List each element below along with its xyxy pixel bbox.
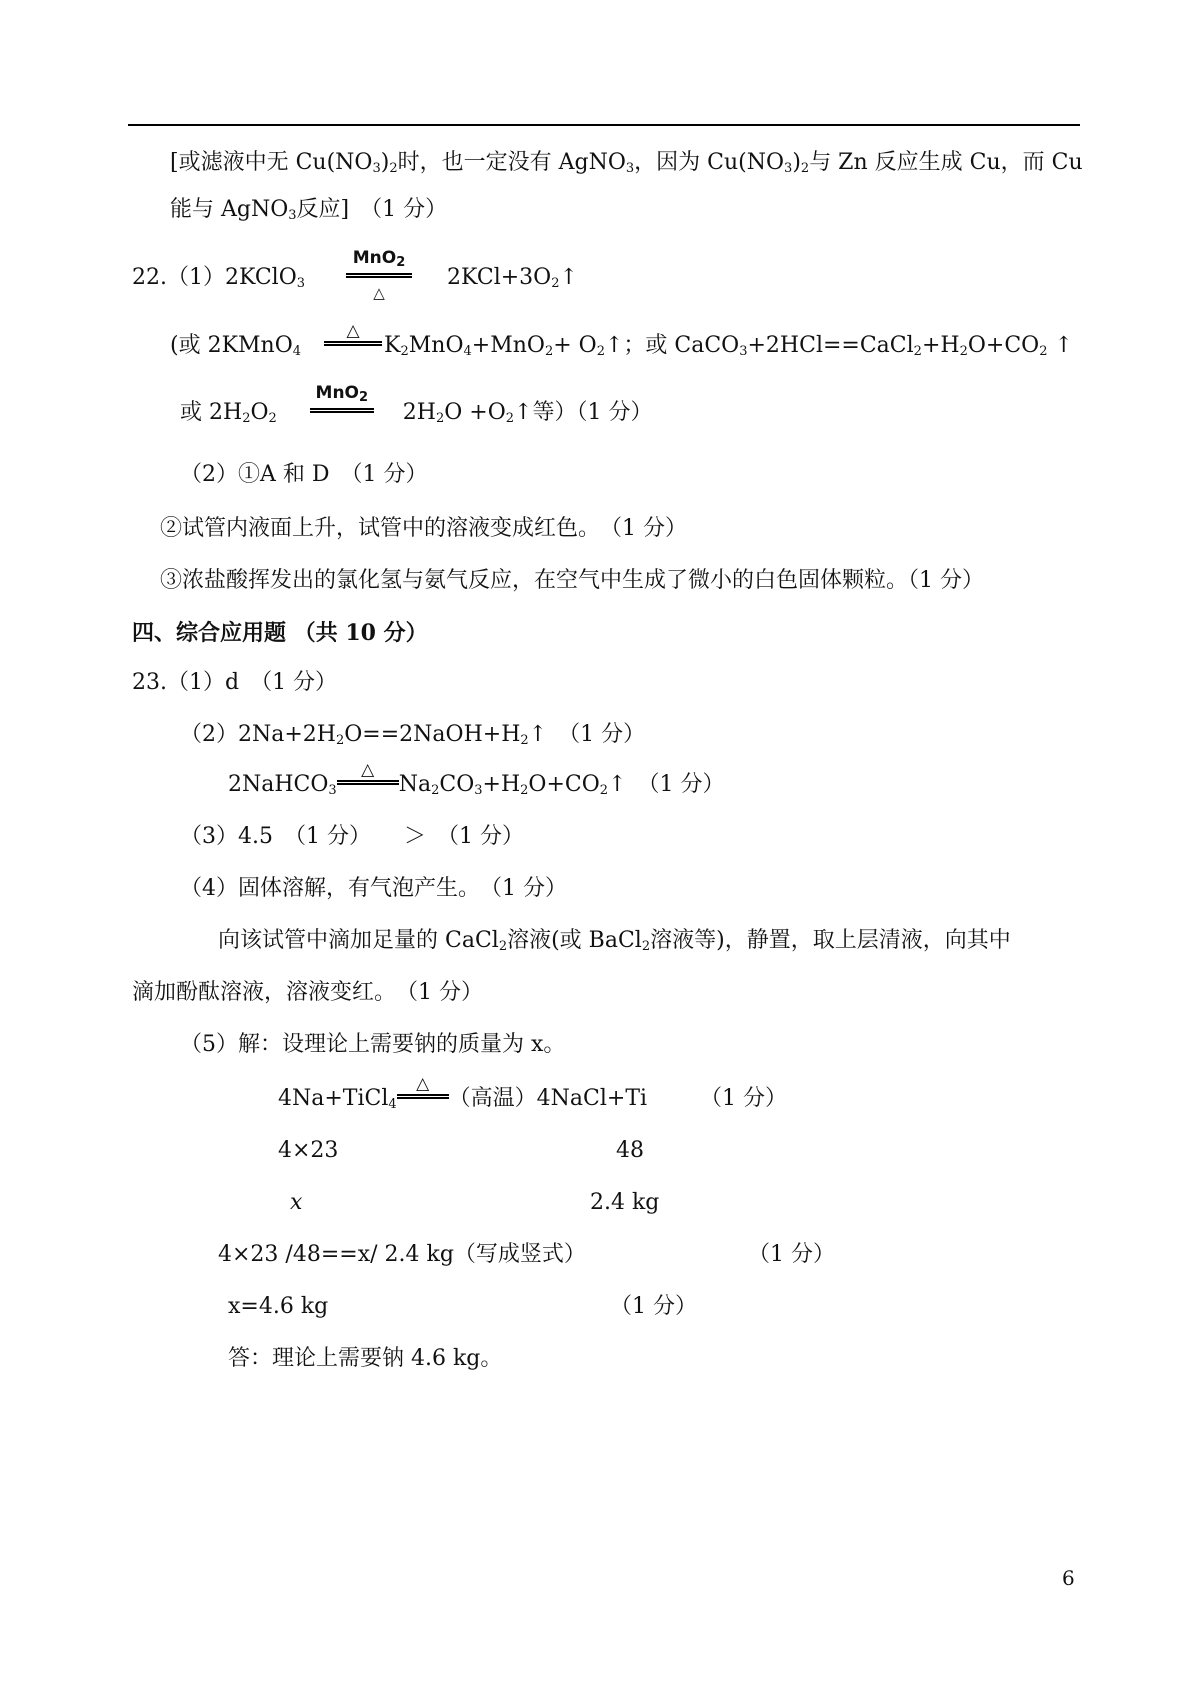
proportion: 4×23 /48==x/ 2.4 kg（写成竖式） [218,1242,586,1267]
q23-part-2a: $(2)2Na+2H_2O==2NaOH+H_2↑$ （1 分） [180,722,646,748]
q23-part-3: （3）4.5 （1 分） ＞ （1 分） [180,824,524,849]
header-rule [128,124,1080,126]
q22-part-2c: ③浓盐酸挥发出的氯化氢与氨气反应，在空气中生成了微小的白色固体颗粒。（1 分） [160,568,984,593]
given-mass: 2.4 kg [590,1190,660,1215]
q22-part-2b: ②试管内液面上升，试管中的溶液变成红色。 （1 分） [160,516,687,541]
ratio-right: 48 [616,1138,644,1163]
text-line-2: 能与 AgNO$_3$反应] （1 分） [170,197,448,223]
q23-part-4b: 向该试管中滴加足量的 CaCl$_2$溶液(或 BaCl$_2$溶液等)，静置，取上层清液，向其中 [218,928,1011,954]
q22-line-1: 22.（1）2KClO$_3$ MnO$_2$ △ $2KCl+3O_2↑$ [132,248,578,302]
q22-line-2: (或 2KMnO$_4$ △ $K_2MnO_4+MnO_2+$ $O_2↑$；或 $CaCO_3+2HCl==CaCl_2+H_2O+CO_2$ ↑ [170,321,1073,359]
reaction-condition: △ [397,1084,449,1114]
q23-part-2b: 2NaHCO$_3$ △ $Na_2CO_3+H_2O+CO_2↑$ （1 分） [228,760,725,798]
result: x=4.6 kg [228,1294,329,1319]
q22-line-3: 或 $2H_2O_2$ MnO$_2$ $2H_2O$ $+O_2↑$等）（1 分） [180,383,653,426]
reaction-condition: MnO$_2$ [310,398,374,428]
q23-part-1: 23.（1）d （1 分） [132,670,338,695]
answer: 答：理论上需要钠 4.6 kg。 [228,1346,503,1371]
q23-equation: 4Na+TiCl$_4$ △ （高温）4NaCl+Ti [278,1074,648,1112]
page-number: 6 [1062,1566,1075,1590]
score: （1 分） [748,1242,835,1267]
reaction-condition: △ [324,331,382,361]
q23-part-4: （4）固体溶解，有气泡产生。 （1 分） [180,876,567,901]
text-line-1: [或滤液中无 $Cu(NO_3)_2$时，也一定没有 AgNO$_3$，因为 $Cu(NO_3)_2$与 Zn 反应生成 Cu，而 Cu [170,150,1083,176]
score: （1 分） [700,1086,787,1111]
score: （1 分） [610,1294,697,1319]
q23-part-5: （5）解：设理论上需要钠的质量为 x。 [180,1032,566,1057]
q22-part-2: （2）①A 和 D （1 分） [180,462,428,487]
reaction-condition: MnO$_2$ △ [346,263,412,293]
unknown-x: x [290,1190,303,1215]
q23-part-4c: 滴加酚酞溶液，溶液变红。 （1 分） [132,980,483,1005]
ratio-left: 4×23 [278,1138,339,1163]
reaction-condition: △ [337,770,399,800]
section-heading: 四、综合应用题 （共 10 分） [132,620,428,646]
